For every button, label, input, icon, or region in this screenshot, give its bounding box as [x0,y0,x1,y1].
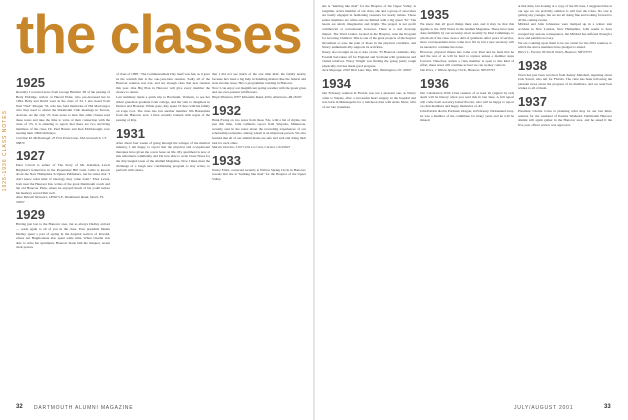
class-year-heading: 1932 [212,102,241,118]
class-note-text: that I did not see much of the one time kids: his family nearby because he's been a big help in handling matters like the federal and state income taxes. He's a programmer residing in Hanover. [212,72,306,86]
class-year-heading: 1927 [16,148,45,164]
class-year-heading: 1929 [16,207,45,223]
page-gutter [313,0,315,420]
class-year-heading: 1931 [116,125,145,141]
class-note-text: Last summary made a quick trip to Boxbaum, Vermont, to see her eldest grandson graduate from college, and the visit to daughters in Denver and Houston. While gone, Ray spent 10 days with his family on Cape Cod. The class has lost another member Jim Hasserman from the Hanover area. I have recently learned with regret of the passing of Ray. [116,94,210,122]
footer-magazine-name: DARTMOUTH ALUMNI MAGAZINE [34,405,134,411]
column-6 [518,4,612,402]
class-secretary-signature: Van Price, 1 Willow Spring Circle, Hanover, NH 03755 [420,67,495,72]
class-note-text: Our Celebration With Class reunion of at least all (signed by red) April will be history when you read this in late June. A full report will come from secretary Isabel Procter, who will be happy to report on class members and happy memories of old. [420,90,514,109]
class-note-text: We are counting upon them to be our center for the 2001 reunion, to which the above members have pledged to attend. [518,40,612,50]
page-title: the classes [16,3,302,65]
class-secretary-signature: Harry L. Everett, 89 North Street, Hanover, NH 03755 [518,49,592,54]
class-note-text: Peter Carroll is author of The Story of Mt. Kinsman Lewis Brighton's hometown in the Pequawket Hill Gem. Little is known about the New Hampshire Scripture Publishers, but he states that "I don't know what kind of ideology they came from." Eliot Lewis, born near the Hanover Inn, writes of the great Dartmouth coach and the old Hanover Plain, where he enjoyed much of his youth before his memory served him well. [16,163,110,195]
footer-issue-date: JULY/AUGUST 2001 [514,405,574,411]
class-note-text: Our February reunion in Florida was not a pleasant one, as Nancy came to Naples, after a successful heart surgery in the hospital and was back in Minneapolis for a luncheon date with Arnie Shaw, wife of our late classmate. [322,90,416,109]
class-year-heading: 1936 [420,75,449,91]
class-note-text: Word has just been received from Kenny Marshall, inquiring about Jack Savell, who left for Florida. The class has been following the pleasant news about the progress of its members, and we send best wishes to all of them. [518,72,612,91]
class-year-heading: 1925 [16,75,45,90]
page-number-left: 32 [16,404,23,410]
side-tab: 1925-1936 CLASS NOTES [2,110,8,192]
class-year-heading: 1937 [518,93,547,109]
column-5 [420,4,514,402]
class-note-text: Nancy Elliot, contacted recently at Willow Spring Circle in Hanover, reveals that she is "knitting like mad" for the Hospice of the Upper Valley. [212,167,306,181]
class-secretary-signature: Alice Bennett Wesmore, 18560 S.E. Woodhaven Road, Stuart, FL 34997 [16,195,104,204]
class-secretary-signature: Caroline M. McDonough, 25 Fort Point Lane, Old Greenwich, CT 06870 [16,135,107,145]
class-note-text: Hank Ewing on two notes from those '32s, with a list of rhyme, but just this time. John Gilman's report from Wayzata, Minnesota, recently sent in the notes about the rewarding experiences of our scholarship recipients, among whom is an important person. We also learned that all of our alumni mates are safe and well and doing their best for each other. [212,117,306,145]
column-1 [16,72,110,402]
class-note-text: After about four weeks of going through the wringer of the medical industry, I am happy to report that the physical and occupational therapies have given me a new lease on life. My apartment is now at this retirement community and I'm now able to write Class Notes for the July/August issue of the Alumni Magazine. Now I must meet the challenge of a tough new conditioning program to stay active, to perform with others. [116,140,210,173]
class-note-text: Recently I received news from George Hubbart '28 of the passing of Betty Eldridge, widow of Harold Elder, who pre-deceased her in 1994. Betty and David were in the class of '32. I also heard from Neil "Ned" Morgan '53, who has fond memories of Hal MacGregor who they used to attend the Dartmouth Club meetings in Tucson, Arizona. As the only '25 class notes to hear that other classes read these notes and take the time to write of their connection with the class of '25, it is amazing to report that there are two surviving members of the class, Dr. Paul Baxter and Ken McDonough, now nearing their 100th birthdays. [16,90,110,136]
class-note-text: We know that all good things must end, and it may be that this applies to the 1935 Notes in the Alumni Magazine. These have been done faithfully by our secretary, most recently by Paul Cummings, to whom all of the class owes a debt of gratitude. After years of service, more correspondents have come in to fill in, but a new secretary will be needed to continue the notes. [420,22,514,49]
class-note-text: at that time, but looking at a copy of the 99 class, I suggested that at our age we are probably entitled to still feel the Class. No one is getting any younger, but we are all doing fine and looking forward to all the coming events. [518,4,612,22]
class-secretary-signature: Marvin Overton, 5197 Cells Ln Crest, Carmel, CA 93923 [212,145,290,150]
class-note-text: Mildred and John Johnstone were bumped up in a winter sale accident in New London, New Hampshire. John seems to have escaped any serious consequence, but Mildred has suffered through a slow and painful recovery. [518,22,612,41]
class-note-text: President Charlie Coles is planning what may be our last mini-reunion for the weekend of Parents Weekend. Dartmouth Hanover alumni will again gather in the Hanover area, and he asked if the five-year officer review was approved. [518,108,612,127]
class-note-text: John Patrick died in Portland, Oregon, in February. Nicknamed Gray, he was a member of the committee for many years and he will be missed. [420,108,514,123]
class-note-text: Now I can enjoy our magnificent spring weather with the green grass and our ever-present wildflowers. [212,85,306,95]
column-4 [322,4,416,402]
page-number-right: 33 [604,404,611,410]
class-note-text: of class of 1998. "The Commencement Day itself was fun, as it gave us the warmth that is the one-year-later reunion. Sadly all of the Hanover reunion was lost, and not enough class that new reunion this year. One Big Plan in Hanover will give every member the chance to return. [116,72,210,95]
column-3 [212,72,306,402]
class-note-text: However, physical illness has come over Paul and he feels that he and the rest of us will be hard to replace unless a member steps forward. Therefore, unless a class member is open to this kind of effort, these notes will continue as best we can as they come in. [420,49,514,68]
class-note-text: Nancy also brought us up to date on the '33 Hanover residents. Ray Forstall had taken off for England and Scotland with grandsons and visited relatives. Warry Wright was finding the going pretty tough physically, but has made good progress. [322,49,416,68]
class-year-heading: 1938 [518,57,547,73]
class-year-heading: 1933 [212,152,241,168]
class-year-heading: 1935 [420,7,449,22]
column-2 [116,72,210,402]
class-note-text: Having just lost to the Hanover area, but as always Dudley arrived — reads again to all of you in the class. Your president Dustin Dudley spent a part of spring in the hospital section of Rowald, where Art Hugmonnate also spent some time. When Charlie was able to write his apartment, Hanover made him his banquet, recent chair person. [16,222,110,250]
class-year-heading: 1934 [322,75,351,91]
class-secretary-signature: Jack Mayorga, 2393 West Lane Way, Will, Washington, DC 20007 [322,68,412,73]
class-secretary-signature: Hugh Wheaton, 8707 Mountain Road, #202, Allentown, PA 18103 [212,94,302,99]
class-note-text: she is "knitting like mad" for the Hospice of the Upper Valley. A longtime, active member of our class, she and a group of associates are busily engaged in fashioning sweaters for needy babies. Those senior members are white and are limited with a big green "D." The hearts are small, imaginative and bright. The project is not profit commercial or recreational, however. There is a real doorstep impact. The Ward Center, located in the Hospice, runs the Program for Growing Children. This is one of the great projects of the hospice movement to ease the pain of those in the physical condition, and Nancy enthusiastically supports its activities. [322,4,416,50]
